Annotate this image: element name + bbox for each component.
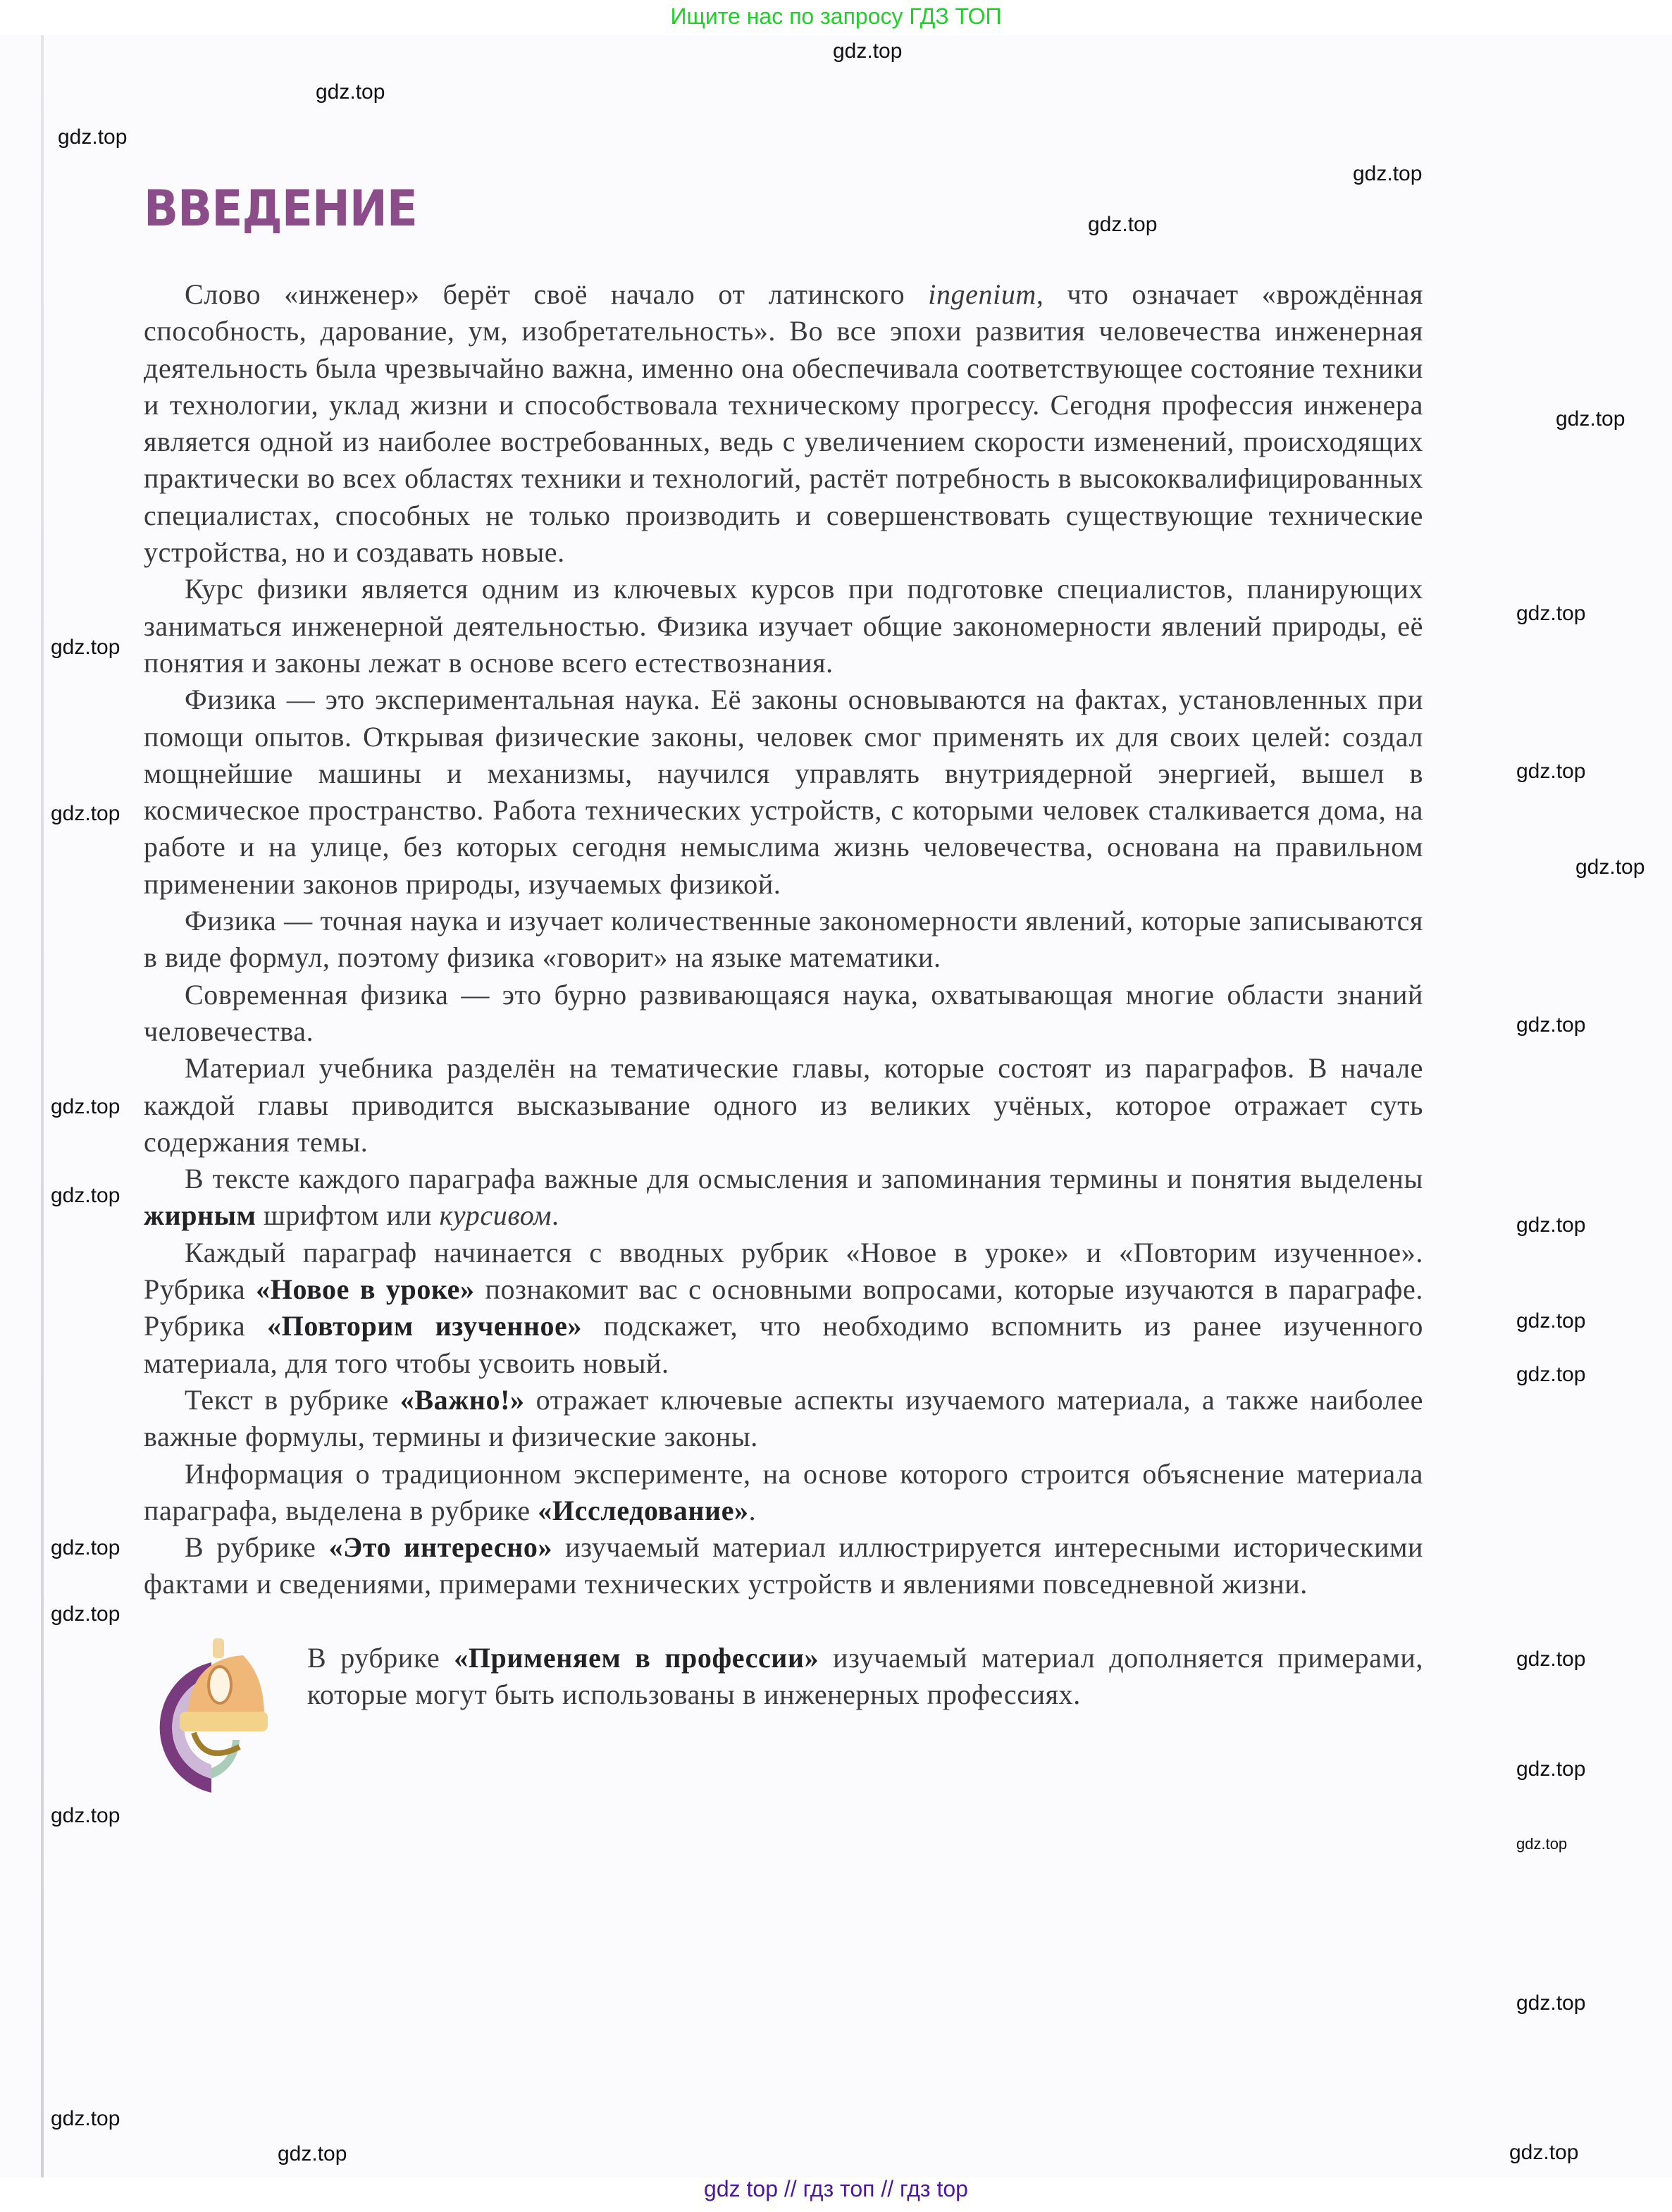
text-run: . <box>748 1494 757 1526</box>
page-title: ВВЕДЕНИЕ <box>144 180 417 237</box>
page-edge <box>41 35 44 2177</box>
bold-term: «Новое в уроке» <box>256 1273 475 1306</box>
paragraph <box>144 1050 1423 1161</box>
paragraph <box>144 681 1423 903</box>
watermark: gdz.top <box>1516 1648 1586 1671</box>
watermark: gdz.top <box>51 1184 120 1207</box>
watermark: gdz.top <box>833 39 903 63</box>
text-run: , что означает «врождённая способность, дарование, ум, изобретательность». Во все эпохи развития человечества инженерная деятельность была чрезвычайно важна, именно она обеспечивала соответствующее состояние техники и технологии, уклад жизни и способствовала техническому прогрессу. Сегодня профессия инженера является одной из наиболее востребованных, ведь с увеличением скорости изменений, происходящих практически во всех областях техники и технологий, растёт потребность в высококвалифицированных специалистах, способных не только производить и совершенствовать существующие технические устройства, но и создавать новые. <box>144 278 1423 569</box>
watermark: gdz.top <box>51 1095 120 1118</box>
watermark: gdz.top <box>1516 1757 1586 1781</box>
text-run: В тексте каждого параграфа важные для осмысления и запоминания термины и понятия выделены <box>185 1163 1423 1195</box>
text-run: В рубрике <box>185 1531 329 1564</box>
bold-term: «Исследование» <box>538 1494 749 1526</box>
watermark: gdz.top <box>1575 855 1645 879</box>
text-run: подскажет, что необходимо вспомнить из ранее изученного материала, для того чтобы усвоить новый. <box>144 1310 1424 1379</box>
profession-rubric <box>144 1640 1423 1798</box>
text-run: . <box>551 1199 559 1232</box>
watermark: gdz.top <box>1088 213 1158 236</box>
text-run: Информация о традиционном эксперименте, на основе которого строится объяснение материала параграфа, выделена в рубрике <box>144 1457 1423 1526</box>
top-banner[interactable]: Ищите нас по запросу ГДЗ ТОП <box>670 4 1002 29</box>
bold-term: «Важно!» <box>400 1383 525 1416</box>
body-paragraphs <box>144 276 1423 1603</box>
text-run: изучаемый материал дополняется примерами, которые могут быть использованы в инженерных профессиях. <box>307 1641 1423 1710</box>
watermark: gdz.top <box>1516 1363 1586 1386</box>
text-run: изучаемый материал иллюстрируется интересными историческими фактами и сведениями, примерами технических устройств и явлениями повседневной жизни. <box>144 1531 1423 1600</box>
text-run: познакомит вас с основными вопросами, которые изучаются в параграфе. Рубрика <box>144 1273 1424 1342</box>
watermark: gdz.top <box>1516 1213 1586 1237</box>
paragraph <box>144 1235 1423 1382</box>
text-run: Слово «инженер» берёт своё начало от латинского <box>185 278 929 310</box>
bold-term: жирным <box>144 1199 256 1232</box>
paragraph <box>144 276 1423 571</box>
watermark: gdz.top <box>1516 760 1586 783</box>
watermark: gdz.top <box>1516 1309 1586 1333</box>
watermark: gdz.top <box>51 636 120 659</box>
watermark: gdz.top <box>51 1602 120 1626</box>
watermark: gdz.top <box>1353 162 1423 185</box>
text-run: Физика — это экспериментальная наука. Её законы основываются на фактах, установленных при помощи опытов. Открывая физические законы, человек смог применять их для своих целей: создал мощнейшие машины и механизмы, научился управлять внутриядерной энергией, вышел в космическое пространство. Работа технических устройств, с которыми человек сталкивается дома, на работе и на улице, без которых сегодня немыслима жизнь человечества, основана на правильном применении законов природы, изучаемых физикой. <box>144 684 1423 900</box>
watermark: gdz.top <box>1516 1835 1568 1853</box>
paragraph <box>144 571 1423 681</box>
text-run: Курс физики является одним из ключевых курсов при подготовке специалистов, планирующих заниматься инженерной деятельностью. Физика изучает общие закономерности явлений природы, её понятия и законы лежат в основе всего естествознания. <box>144 573 1423 679</box>
text-run: В рубрике <box>307 1641 454 1674</box>
watermark: gdz.top <box>1516 1013 1586 1037</box>
profession-rubric-text <box>307 1640 1423 1714</box>
watermark: gdz.top <box>51 802 120 825</box>
text-run: Каждый параграф начинается с вводных рубрик «Новое в уроке» и «Повторим изученное». Рубрика <box>144 1236 1423 1306</box>
watermark: gdz.top <box>51 1536 120 1559</box>
italic-term: курсивом <box>439 1199 552 1232</box>
paragraph <box>144 903 1423 977</box>
intro-body <box>144 276 1423 1798</box>
watermark: gdz.top <box>1516 602 1586 625</box>
paragraph <box>144 1456 1423 1530</box>
bold-term: «Применяем в профессии» <box>454 1641 819 1674</box>
watermark: gdz.top <box>58 125 128 149</box>
paragraph <box>144 977 1423 1051</box>
text-run: шрифтом или <box>256 1199 440 1232</box>
italic-term: ingenium <box>928 278 1036 310</box>
text-run: Физика — точная наука и изучает количественные закономерности явлений, которые записываются в виде формул, поэтому физика «говорит» на языке математики. <box>144 905 1423 974</box>
watermark: gdz.top <box>51 1804 120 1827</box>
bold-term: «Это интересно» <box>328 1531 553 1564</box>
watermark: gdz.top <box>1509 2141 1579 2164</box>
paragraph <box>144 1161 1423 1235</box>
hard-hat-icon <box>134 1634 268 1793</box>
text-run: Материал учебника разделён на тематические главы, которые состоят из параграфов. В начале каждой главы приводится высказывание одного из великих учёных, которое отражает суть содержания темы. <box>144 1052 1423 1158</box>
paragraph <box>307 1640 1423 1714</box>
text-run: отражает ключевые аспекты изучаемого материала, а также наиболее важные формулы, термины и физические законы. <box>144 1383 1423 1453</box>
watermark: gdz.top <box>1556 407 1625 431</box>
text-run: Текст в рубрике <box>185 1383 400 1416</box>
bottom-banner[interactable]: gdz top // гдз топ // гдз top <box>704 2176 968 2201</box>
watermark: gdz.top <box>278 2142 347 2165</box>
bold-term: «Повторим изученное» <box>267 1310 583 1342</box>
paragraph <box>144 1529 1423 1603</box>
paragraph <box>144 1382 1423 1456</box>
watermark: gdz.top <box>51 2107 120 2130</box>
watermark: gdz.top <box>1516 1991 1586 2015</box>
text-run: Современная физика — это бурно развивающаяся наука, охватывающая многие области знаний человечества. <box>144 978 1423 1047</box>
watermark: gdz.top <box>316 80 385 104</box>
